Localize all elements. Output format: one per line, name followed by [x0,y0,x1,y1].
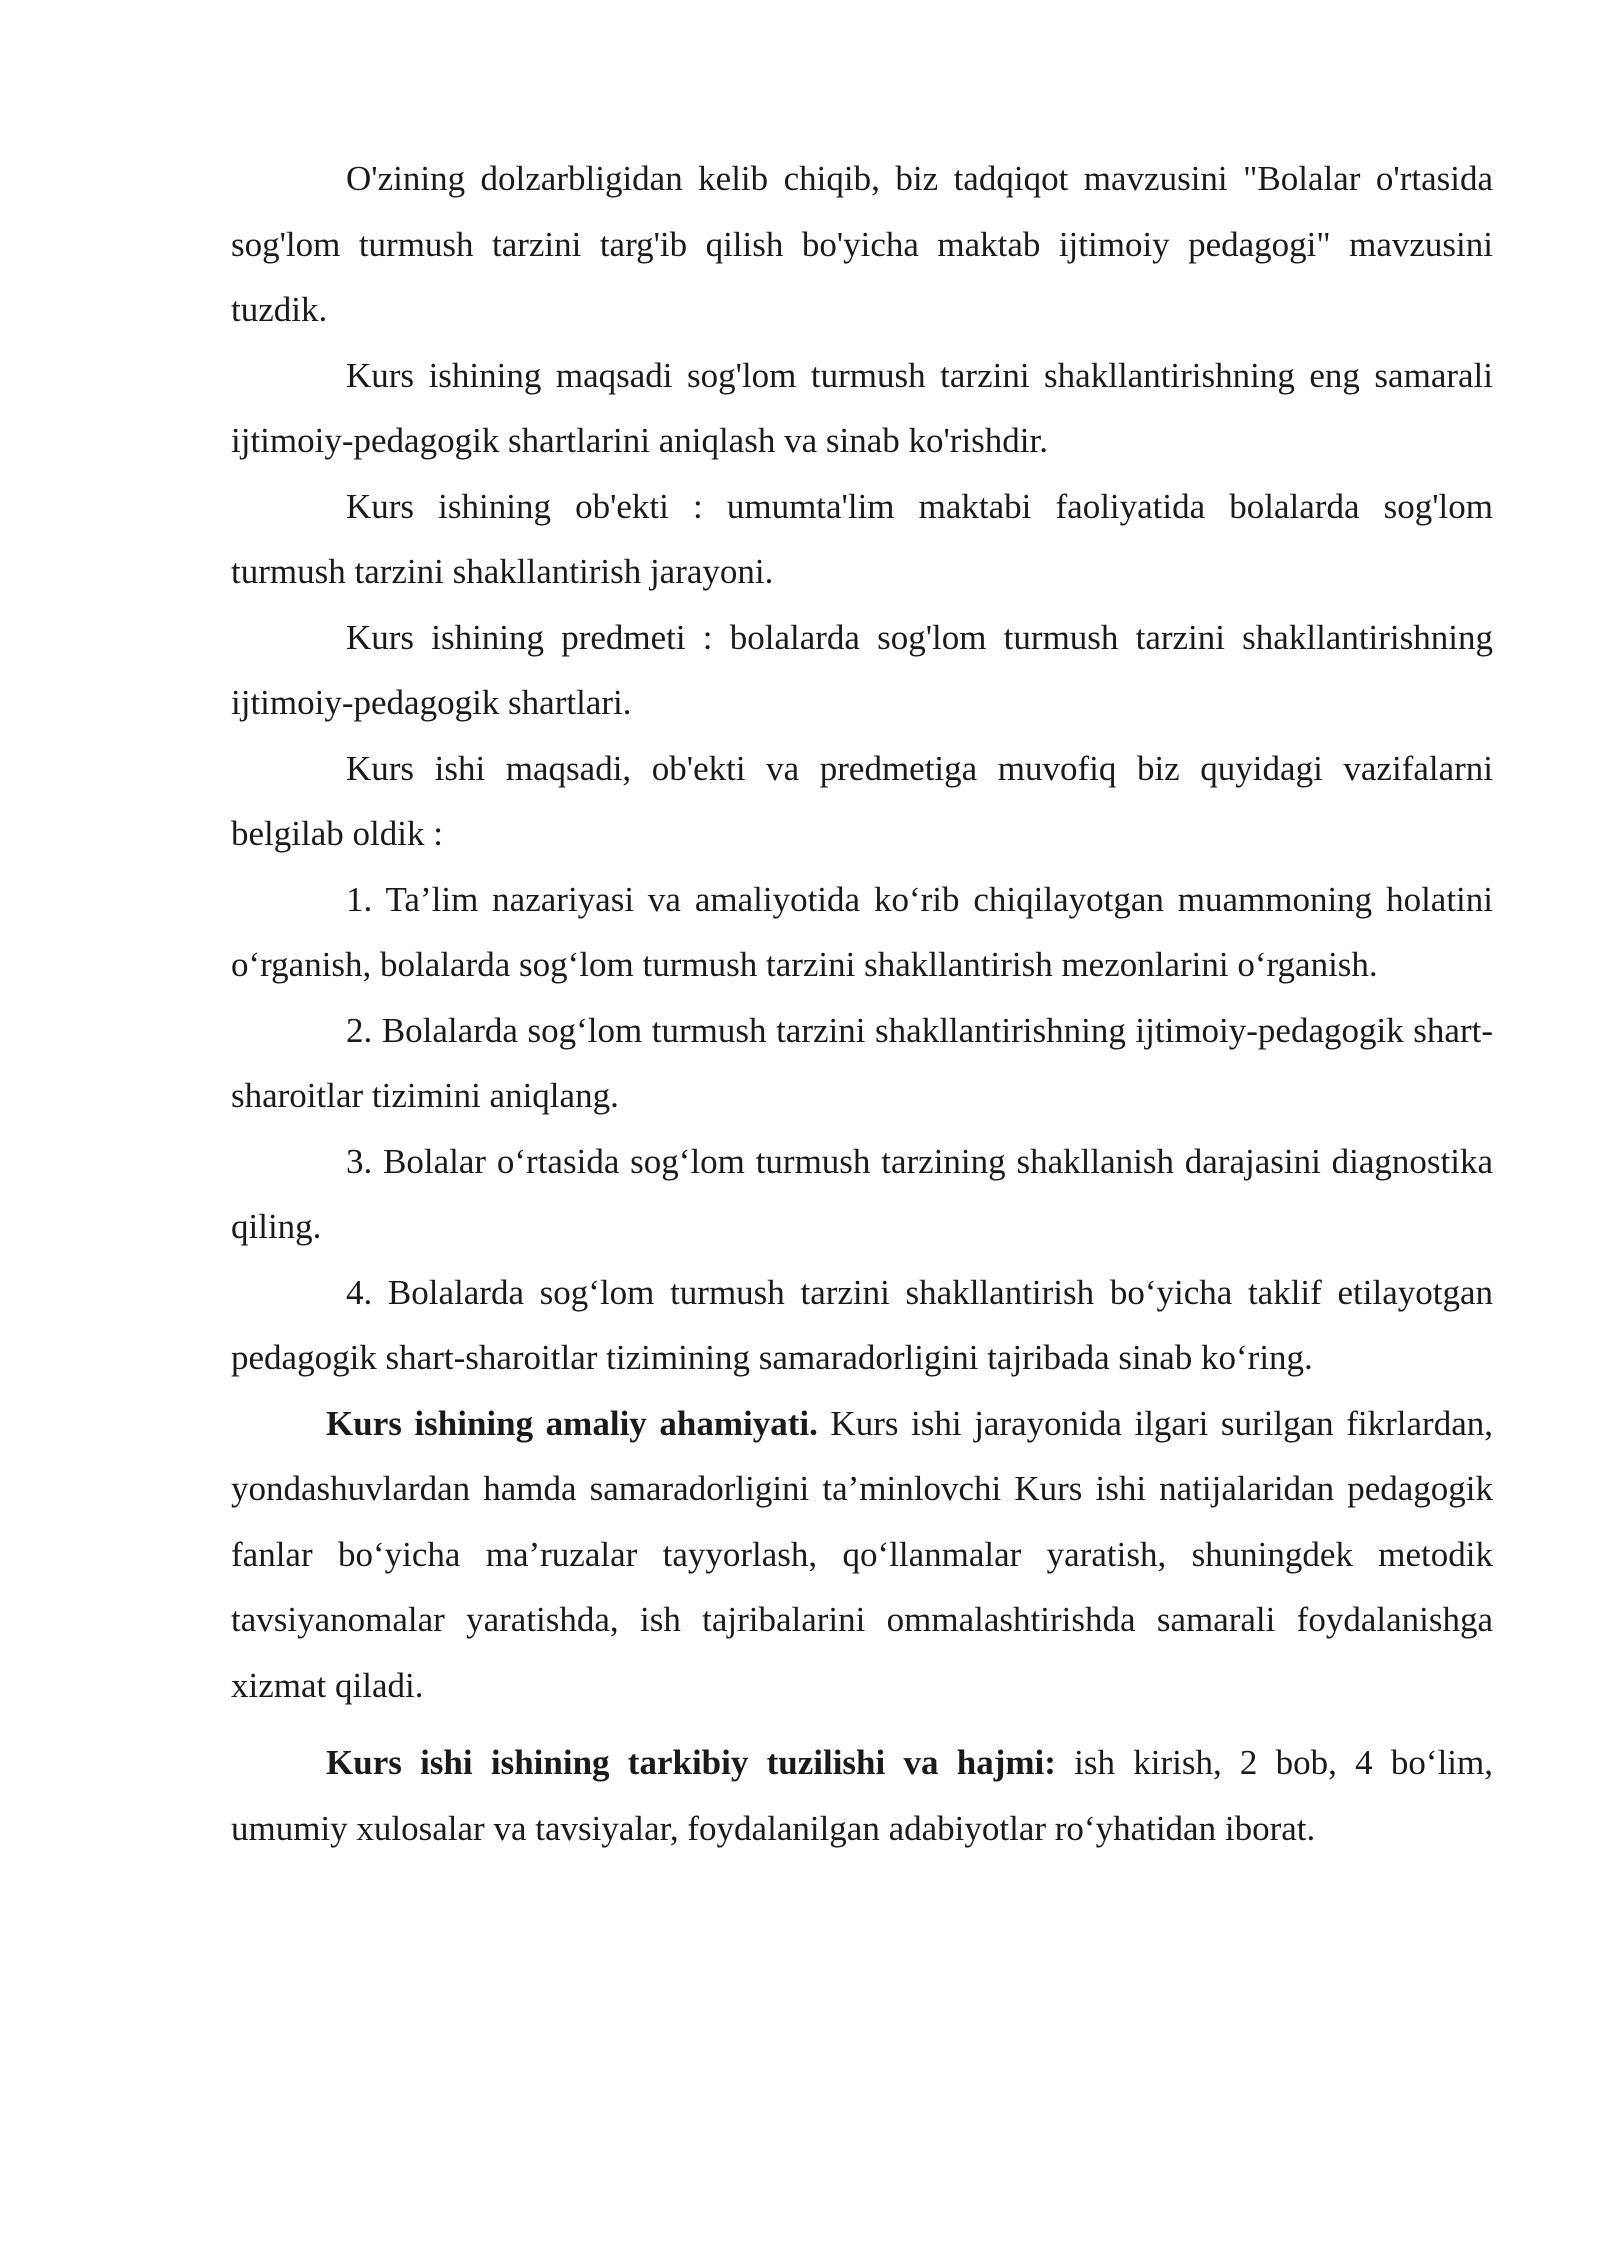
practical-significance-heading: Kurs ishining amaliy ahamiyati. [326,1403,818,1443]
paragraph-goal: Kurs ishining maqsadi sog'lom turmush tarzini shakllantirishning eng samarali ijtimoiy-pedagogik shartlarini aniqlash va sinab ko'rishdir. [231,355,1493,460]
paragraph-tasks-intro: Kurs ishi maqsadi, ob'ekti va predmetiga muvofiq biz quyidagi vazifalarni belgilab oldik : [231,748,1493,853]
task-item-4: 4. Bolalarda sog‘lom turmush tarzini shakllantirish bo‘yicha taklif etilayotgan pedagogik shart-sharoitlar tizimining samaradorligini tajribada sinab ko‘ring. [231,1272,1493,1377]
task-item-2: 2. Bolalarda sog‘lom turmush tarzini shakllantirishning ijtimoiy-pedagogik shart-sharoitlar tizimini aniqlang. [231,1010,1493,1115]
structure-heading: Kurs ishi ishining tarkibiy tuzilishi va hajmi: [326,1743,1056,1782]
practical-significance-text: Kurs ishi jarayonida ilgari surilgan fikrlardan, yondashuvlardan hamda samaradorligini ta’minlovchi Kurs ishi natijalaridan pedagogik fanlar bo‘yicha ma’ruzalar tayyorlash, qo‘llanmalar yaratish, shuningdek metodik tavsiyanomalar yaratishda, ish tajribalarini ommalashtirishda samarali foydalanishga xizmat qiladi. [231,1403,1493,1705]
paragraph-subject: Kurs ishining predmeti : bolalarda sog'lom turmush tarzini shakllantirishning ijtimoiy-pedagogik shartlari. [231,617,1493,722]
paragraph-object: Kurs ishining ob'ekti : umumta'lim maktabi faoliyatida bolalarda sog'lom turmush tarzini shakllantirish jarayoni. [231,486,1493,591]
task-item-1: 1. Ta’lim nazariyasi va amaliyotida ko‘rib chiqilayotgan muammoning holatini o‘rganish, bolalarda sog‘lom turmush tarzini shakllantirish mezonlarini o‘rganish. [231,879,1493,984]
paragraph-structure [231,1730,1493,1861]
task-item-3: 3. Bolalar o‘rtasida sog‘lom turmush tarzining shakllanish darajasini diagnostika qiling. [231,1141,1493,1246]
document-body [231,146,1493,1861]
paragraph-topic: O'zining dolzarbligidan kelib chiqib, biz tadqiqot mavzusini "Bolalar o'rtasida sog'lom turmush tarzini targ'ib qilish bo'yicha maktab ijtimoiy pedagogi" mavzusini tuzdik. [231,159,1493,329]
paragraph-practical-significance [231,1391,1493,1719]
structure-text: ish kirish, 2 bob, 4 bo‘lim, umumiy xulosalar va tavsiyalar, foydalanilgan adabiyotlar ro‘yhatidan iborat. [231,1743,1493,1848]
